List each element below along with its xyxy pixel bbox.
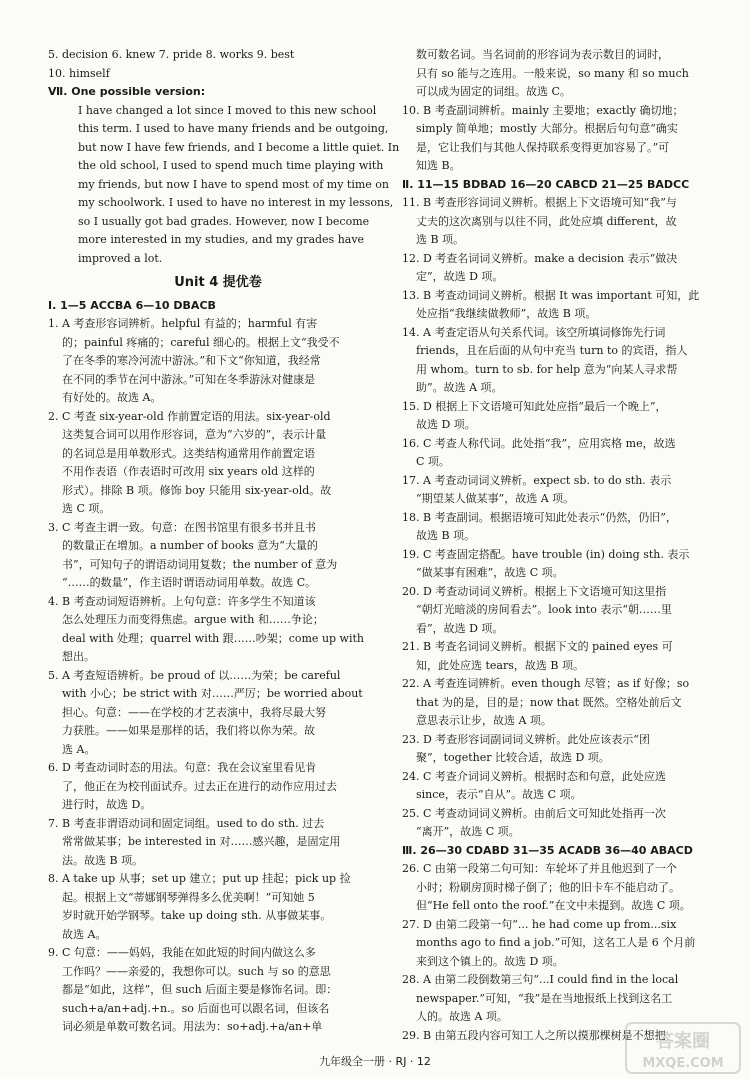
essay-line: I have changed a lot since I moved to this new school	[78, 103, 377, 117]
answer-item-continuation: 是，它让我们与其他人保持联系变得更加容易了。”可	[416, 140, 670, 154]
section-2-item	[402, 250, 732, 287]
essay-line: more interested in my studies, and my grades have	[78, 233, 365, 246]
answer-item-continuation: 力获胜。——如果是那样的话，我们将以你为荣。故	[62, 724, 315, 737]
answer-item-continuation: 知，此处应选 tears，故选 B 项。	[416, 658, 584, 672]
section-2-item	[402, 638, 732, 675]
answer-item-continuation: 的名词总是用单数形式。这类结构通常用作前置定语	[62, 446, 315, 460]
answer-item-continuation: newspaper.”可知，“我”是在当地报纸上找到这名工	[416, 991, 673, 1005]
answer-item-continuation: 处应指“我继续做教师”，故选 B 项。	[416, 307, 597, 320]
section-1-item	[48, 944, 388, 1037]
answer-item-first-line: 12. D 考查名词词义辨析。make a decision 表示“做决	[402, 251, 678, 265]
answer-item-continuation: 故选 A。	[62, 927, 107, 941]
answer-item-continuation: 选 B 项。	[416, 233, 465, 246]
answer-item-continuation: such+a/an+adj.+n.。so 后面也可以跟名词，但该名	[62, 1001, 330, 1015]
answer-item-first-line: 6. D 考查动词时态的用法。句意：我在会议室里看见肯	[48, 761, 317, 774]
answer-item-continuation: 看”，故选 D 项。	[416, 621, 504, 635]
section-2-item	[402, 398, 732, 435]
essay-block	[48, 102, 400, 269]
essay-line: the old school, I used to spend much time playing with	[78, 159, 384, 172]
answer-item-continuation: 人的。故选 A 项。	[416, 1010, 508, 1023]
section-1-label: Ⅰ. 1—5 ACCBA 6—10 DBACB	[48, 298, 216, 312]
section-1-item	[48, 519, 388, 593]
right-column	[402, 46, 732, 1045]
answer-item-first-line: 25. C 考查动词词义辨析。由前后文可知此处指再一次	[402, 806, 666, 820]
section-2-item	[402, 324, 732, 398]
answer-item-continuation: 的；painful 疼痛的；careful 细心的。根据上文“我受不	[62, 335, 340, 349]
item9-continuation-line: 可以成为固定的词组。故选 C。	[416, 85, 571, 98]
answer-item-continuation: deal with 处理；quarrel with 跟……吵架；come up with	[62, 631, 364, 645]
answer-item-continuation: with 小心；be strict with 对……严厉；be worried about	[62, 687, 363, 700]
answer-item-first-line: 1. A 考查形容词辨析。helpful 有益的；harmful 有害	[48, 317, 318, 330]
section-1-item	[48, 667, 388, 760]
answer-item-continuation: “朝灯光暗淡的房间看去”。look into 表示“朝……里	[416, 603, 672, 616]
answer-item-first-line: 22. A 考查连词辨析。even though 尽管；as if 好像；so	[402, 677, 690, 690]
answer-item-first-line: 20. D 考查动词词义辨析。根据上下文语境可知这里指	[402, 584, 667, 598]
answer-item-first-line: 14. A 考查定语从句关系代词。该空所填词修饰先行词	[402, 325, 666, 339]
vocab-answers-line: 5. decision 6. knew 7. pride 8. works 9. best	[48, 48, 295, 61]
answer-item-first-line: 18. B 考查副词。根据语境可知此处表示“仍然，仍旧”，	[402, 510, 677, 524]
answer-item-continuation: 故选 D 项。	[416, 418, 476, 431]
answer-item-first-line: 17. A 考查动词词义辨析。expect sb. to do sth. 表示	[402, 473, 672, 487]
essay-line: but now I have few friends, and I become a little quiet. In	[78, 140, 400, 154]
section-2-item	[402, 675, 732, 731]
essay-line: my schoolwork. I used to have no interest in my lessons,	[78, 196, 394, 209]
essay-line: my friends, but now I have to spend most of my time on	[78, 177, 390, 191]
section-2-item	[402, 194, 732, 250]
answer-item-continuation: 意思表示让步，故选 A 项。	[416, 714, 552, 727]
answer-item-first-line: 15. D 根据上下文语境可知此处应指“最后一个晚上”，	[402, 399, 667, 413]
answer-item-first-line: 21. B 考查名词词义辨析。根据下文的 pained eyes 可	[402, 640, 673, 653]
answer-item-continuation: 助”。故选 A 项。	[416, 381, 503, 394]
section-2-item	[402, 509, 732, 546]
answer-item-first-line: 28. A 由第二段倒数第三句“...I could find in the local	[402, 973, 679, 986]
answer-item-continuation: 词必须是单数可数名词。用法为：so+adj.+a/an+单	[62, 1020, 323, 1033]
answer-item-continuation: 了在冬季的寒冷河流中游泳。”和下文“你知道，我经常	[62, 354, 321, 367]
section-2-item	[402, 768, 732, 805]
answer-item-continuation: 定”，故选 D 项。	[416, 270, 504, 283]
answer-item-continuation: friends，且在后面的从句中充当 turn to 的宾语，指人	[416, 344, 688, 357]
answer-item-continuation: 这类复合词可以用作形容词，意为“六岁的”，表示计量	[62, 428, 327, 441]
answer-item-continuation: 用 whom。turn to sb. for help 意为“向某人寻求帮	[416, 362, 678, 376]
section-2-item	[402, 805, 732, 842]
answer-item-first-line: 10. B 考查副词辨析。mainly 主要地；exactly 确切地；	[402, 103, 684, 117]
answer-item-first-line: 23. D 考查形容词副词词义辨析。此处应该表示“团	[402, 732, 650, 746]
answer-item-continuation: 选 C 项。	[62, 502, 111, 515]
answer-item-continuation: “离开”，故选 C 项。	[416, 825, 520, 838]
section-1-item	[48, 815, 388, 871]
answer-item-first-line: 27. D 由第二段第一句“... he had come up from...six	[402, 917, 677, 931]
section-3-item	[402, 916, 732, 972]
answer-item-continuation: 选 A。	[62, 742, 96, 756]
answer-item-continuation: 不用作表语（作表语时可改用 six years old 这样的	[62, 465, 315, 478]
answer-item-first-line: 16. C 考查人称代词。此处指“我”，应用宾格 me，故选	[402, 436, 676, 450]
section-1-item	[48, 759, 388, 815]
section-1-item	[402, 102, 732, 176]
section-1-item	[48, 408, 388, 519]
answer-item-first-line: 13. B 考查动词词义辨析。根据 It was important 可知，此	[402, 288, 700, 302]
unit-heading: Unit 4 提优卷	[174, 275, 262, 290]
answer-item-first-line: 11. B 考查形容词词义辨析。根据上下文语境可知“我”与	[402, 196, 677, 209]
section-1-item	[48, 593, 388, 667]
answer-item-continuation: 有好处的。故选 A。	[62, 391, 162, 404]
answer-item-continuation: 但“He fell onto the roof.”在文中未提到。故选 C 项。	[416, 899, 691, 912]
answer-item-first-line: 2. C 考查 six-year-old 作前置定语的用法。six-year-old	[48, 409, 331, 423]
svg-text:MXQE.COM: MXQE.COM	[642, 1056, 724, 1071]
item9-continuation-line: 数可数名词。当名词前的形容词为表示数目的词时，	[416, 48, 669, 61]
vocab-answers-line: 10. himself	[48, 66, 110, 80]
item9-continuation-line: 只有 so 能与之连用。一般来说，so many 和 so much	[416, 66, 689, 80]
left-column	[48, 46, 400, 1037]
answer-item-first-line: 26. C 由第一段第二句可知：车轮坏了并且他迟到了一个	[402, 862, 677, 875]
essay-line: improved a lot.	[78, 251, 163, 265]
answer-item-continuation: 进行时，故选 D。	[62, 798, 152, 811]
answer-item-first-line: 8. A take up 从事；set up 建立；put up 挂起；pick up 捡	[48, 872, 351, 885]
answer-item-continuation: 的数量正在增加。a number of books 意为“大量的	[62, 539, 318, 552]
answer-item-first-line: 7. B 考查非谓语动词和固定词组。used to do sth. 过去	[48, 816, 325, 830]
answer-item-continuation: 来到这个镇上的。故选 D 项。	[416, 954, 564, 968]
answer-item-continuation: 丈夫的这次离别与以往不同，此处应填 different，故	[416, 214, 677, 228]
section-2-item	[402, 435, 732, 472]
section-1-item	[48, 870, 388, 944]
answer-item-continuation: since，表示“自从”。故选 C 项。	[416, 788, 582, 801]
answer-item-continuation: “做某事有困难”，故选 C 项。	[416, 566, 564, 579]
section-3-item	[402, 860, 732, 916]
answer-item-continuation: 怎么处理压力而变得焦虑。argue with 和……争论；	[62, 613, 324, 626]
answer-item-first-line: 29. B 由第五段内容可知工人之所以摸那棵树是不想把	[402, 1028, 666, 1042]
answer-item-continuation: 工作吗？——亲爱的，我想你可以。such 与 so 的意思	[62, 964, 331, 978]
answer-item-first-line: 5. A 考查短语辨析。be proud of 以……为荣；be careful	[48, 668, 341, 682]
section-7-label: Ⅶ. One possible version:	[48, 85, 206, 98]
section-3-label: Ⅲ. 26—30 CDABD 31—35 ACADB 36—40 ABACD	[402, 843, 693, 857]
section-2-item	[402, 472, 732, 509]
answer-item-continuation: 形式）。排除 B 项。修饰 boy 只能用 six-year-old。故	[62, 483, 332, 497]
answer-item-continuation: “期望某人做某事”，故选 A 项。	[416, 492, 575, 505]
answer-item-continuation: 知选 B。	[416, 159, 461, 172]
answer-item-first-line: 3. C 考查主谓一致。句意：在图书馆里有很多书并且书	[48, 520, 316, 534]
svg-text:答案圈: 答案圈	[656, 1031, 710, 1052]
answer-item-continuation: 小时；粉刷房顶时梯子倒了；他的旧卡车不能启动了。	[416, 880, 680, 894]
answer-item-continuation: “……的数量”，作主语时谓语动词用单数。故选 C。	[62, 576, 317, 589]
answer-item-continuation: 岁时就开始学钢琴。take up doing sth. 从事做某事。	[62, 909, 332, 922]
answer-item-continuation: 起。根据上文“蒂娜钢琴弹得多么优美啊！”可知她 5	[62, 890, 315, 904]
watermark-graphic	[624, 1021, 742, 1075]
answer-item-first-line: 4. B 考查动词短语辨析。上句句意：许多学生不知道该	[48, 594, 316, 608]
answer-item-continuation: 常常做某事；be interested in 对……感兴趣，是固定用	[62, 835, 341, 848]
section-2-item	[402, 287, 732, 324]
section-3-item	[402, 971, 732, 1027]
section-2-item	[402, 583, 732, 639]
page-footer: 九年级全一册 · RJ · 12	[319, 1055, 431, 1068]
answer-item-continuation: 聚”，together 比较合适，故选 D 项。	[416, 751, 610, 764]
answer-item-continuation: simply 简单地；mostly 大部分。根据后句句意“确实	[416, 122, 678, 135]
answer-item-continuation: 都是“如此，这样”，但 such 后面主要是修饰名词。即：	[62, 983, 338, 996]
answer-item-first-line: 24. C 考查介词词义辨析。根据时态和句意，此处应选	[402, 769, 666, 783]
answer-item-continuation: 想出。	[62, 650, 95, 663]
section-1-item	[48, 315, 388, 408]
answer-item-continuation: 在不同的季节在河中游泳。”可知在冬季游泳对健康是	[62, 372, 316, 386]
answer-item-first-line: 19. C 考查固定搭配。have trouble (in) doing sth. 表示	[402, 547, 690, 561]
section-2-item	[402, 546, 732, 583]
essay-line: this term. I used to have many friends and be outgoing,	[78, 122, 389, 135]
answer-item-continuation: 书”，可知句子的谓语动词用复数；the number of 意为	[62, 557, 338, 571]
answer-item-continuation: that 为的是，目的是；now that 既然。空格处前后文	[416, 695, 682, 709]
answer-item-continuation: 担心。句意：——在学校的才艺表演中，我将尽最大努	[62, 705, 326, 719]
answer-item-continuation: 了，他正在为校刊面试乔。过去正在进行的动作应用过去	[62, 779, 337, 793]
section-2-item	[402, 731, 732, 768]
answer-item-continuation: 故选 B 项。	[416, 529, 476, 542]
answer-item-continuation: C 项。	[416, 455, 450, 468]
answer-item-continuation: months ago to find a job.”可知，这名工人是 6 个月前	[416, 936, 696, 949]
watermark-logo	[624, 1021, 742, 1075]
section-2-label: Ⅱ. 11—15 BDBAD 16—20 CABCD 21—25 BADCC	[402, 177, 690, 191]
answer-item-continuation: 法。故选 B 项。	[62, 853, 144, 867]
answer-item-first-line: 9. C 句意：——妈妈，我能在如此短的时间内做这么多	[48, 946, 316, 959]
essay-line: so I usually got bad grades. However, now I become	[78, 214, 370, 228]
